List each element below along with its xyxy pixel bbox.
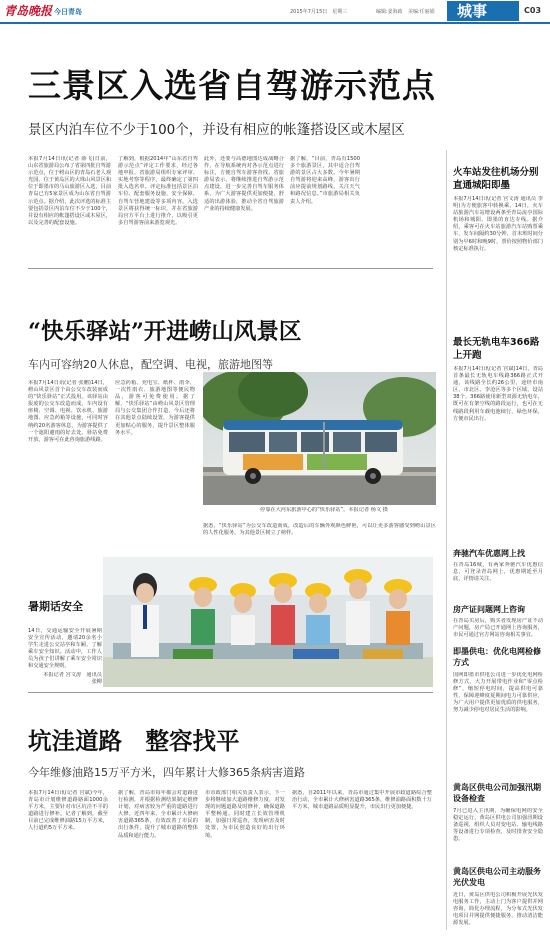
brief-1-text: 在青岛16城，有两家奔驰汽车优惠信息，可登录青岛网上，优惠期延至月底，详情请关注。 xyxy=(453,562,543,583)
brief-4-text: 7月已进入主汛期，为确保电网的安全稳定运行，黄岛区供电公司加强汛期设备巡视，组织人员对变电站、输电线路等设备进行专项检查，及时排查安全隐患。 xyxy=(453,808,543,843)
article2-col2: 应急药箱、充电宝、纸杯、雨伞、一次性雨衣、旅游地图等便民物品，游客可免费使用。据了解，“快乐驿站”由崂山风景区管理局与公交集团合作打造，今后还将在其他景点陆续设置，为游客提供更加贴心的服务，提升景区整体服务水平。 xyxy=(115,380,195,436)
sidebar1-headline: 火车站发往机场分别直通城阳即墨 xyxy=(453,167,539,191)
article1-col2: 了解到，根据2014年“山东省自驾游示范点”评定工作要求，经过各地申报、省旅游局组织专家评审、实地考察等程序，最终确定了第四批入选名单。评定标准包括景区泊车位、配套服务设施、安全保障、自驾车营地建设等多项内容。入选景区将获得统一标识，并在省旅游局官方平台上进行推介，以吸引更多自驾游客前来游览观光。 xyxy=(118,156,198,226)
article2-col1: 本报7月14日讯(记者 张鹏)14日，崂山风景区首个由公交车改装而成的“快乐驿站”正式投用。该驿站由报废的公交车改造而成，车内设有座椅、空调、电视、饮水机、旅游地图、应急药箱等设施，可同时容纳约20名游客休息，为游客提供了一个遮阳避雨的好去处。驿站免费开放，游客可在此咨询旅游线路。 xyxy=(28,380,108,443)
bus-photo xyxy=(203,372,436,505)
brief-1-title: 奔驰汽车优惠网上找 xyxy=(453,549,525,558)
article2-subheadline: 车内可容纳20人休息，配空调、电视，旅游地图等 xyxy=(28,358,273,371)
brief-2-title: 房产证问题网上咨询 xyxy=(453,605,525,614)
category-label: 城事 xyxy=(457,2,488,20)
bus-photo-caption: 停靠在大河东旅游中心的“快乐驿站”。本报记者 杨文 摄 xyxy=(260,507,388,513)
article3-col4: 据悉，自2011年以来，青岛市通过集中开展市政道路综合整治行动，全市累计大修病害道路365条，维修油路面积数十万平方米，城市道路品质明显提升，市民出行更加便捷。 xyxy=(292,790,432,811)
newspaper-logo: 青岛晚报 xyxy=(4,4,53,18)
kids-illustration xyxy=(103,557,433,687)
kids-photo xyxy=(103,557,433,687)
bus-illustration xyxy=(203,372,436,505)
article1-subheadline: 景区内泊车位不少于100个，并设有相应的帐篷搭设区或木屋区 xyxy=(28,122,405,138)
sidebar2-headline: 最长无轨电车366路上开跑 xyxy=(453,337,540,361)
brief-3-text: 国网即墨市供电公司进一步优化电网检修方式，大力开展带电作业和“零点检修”，缩短停电时间，提高供电可靠性，保障迎峰度夏期间电力可靠供应，为广大用户提供更加优质的供电服务，努力减少停电对居民生活的影响。 xyxy=(453,672,543,714)
article3-col3: 市市政部门相关负责人表示，下一步将继续加大道路维修力度，对发现的问题道路及时修补，确保道路平整畅通。同时建立长效管理机制，加强日常巡查，发现病害及时处置，为市民创造良好的出行环境。 xyxy=(205,790,285,839)
kids-caption-box xyxy=(28,600,102,688)
section-label: 今日青岛 xyxy=(54,8,82,16)
brief-4-title: 黄岛区供电公司加强汛期设备检查 xyxy=(453,783,541,803)
page-number: C03 xyxy=(524,6,542,15)
sidebar2-text: 本报7月14日讯(记者 宫斌)14日，青岛首条最长无轨电车线路366路正式开通，该线路全长约26公里，途经市南区、市北区、李沧区等多个区域，设站38个。366路使用新型双源无轨电车，既可在有架空线的路段运行，也可在无线路段利用车载电池续行，绿色环保，方便市民出行。 xyxy=(453,366,543,422)
brief-5-text: 近日，黄岛区供电公司积极开展光伏发电服务工作，主动上门为客户提供并网咨询，简化办理流程，为分布式光伏发电项目并网提供便捷服务，推动清洁能源发展。 xyxy=(453,892,543,927)
masthead-rule xyxy=(0,22,550,24)
kids-caption-credit: 本报记者 宫文涛 通讯员 张柳 xyxy=(43,672,102,686)
brief-2-text: 在青岛买房后，购买者发现房产证不动产问题，房产局已开通网上咨询服务，市民可通过官方网站咨询相关事宜。 xyxy=(453,618,543,639)
issue-date: 2015年7月15日 星期三 xyxy=(290,9,348,15)
article3-headline: 坑洼道路 整容找平 xyxy=(28,727,240,755)
article1-col1: 本报7月14日讯(记者 薛飞)日前，山东省旅游局公布了省第四批自驾游示范点，位于崂山区的青岛石老人观光园、位于黄岛区的大珠山风景区和位于即墨市的马山旅游区入选，目前青岛已有5家景区成为山东省自驾游示范点。据介绍，此次评选的标准主要包括景区内泊车位不少于100个，并设有相应的帐篷搭设区或木屋区，以及完善的配套设施。 xyxy=(28,156,111,226)
kids-caption-title: 暑期话安全 xyxy=(28,600,83,613)
sidebar-separator xyxy=(446,150,447,930)
brief-3-title: 即墨供电：优化电网检修方式 xyxy=(453,647,541,667)
sidebar1-text: 本报7月14日讯(记者 宫文涛 通讯员 李明)为方便旅客中转换乘，14日，火车站旅游汽车站增设两条至青岛流亭国际机场和城阳、即墨的直达专线。据介绍，乘客可在火车站旅游汽车站购票乘车，发车间隔约30分钟，首末班时间分别为早6时和晚9时，票价按照物价部门核定标准执行。 xyxy=(453,196,543,252)
article3-col2: 据了解，青岛市每年都会对道路进行检测，并根据检测结果制定维修计划，对病害较为严重的道路进行大修。近四年来，全市累计大修病害道路365条，有效改善了市民的出行条件，提升了城市道路的整体品质和通行能力。 xyxy=(118,790,198,839)
article2-col3: 据悉，“快乐驿站”为公交车改造而成，改造后的车辆外观颜色鲜艳，可以让更多游客感受到崂山景区的人性化服务，为其他景区树立了榜样。 xyxy=(203,523,436,537)
briefs-column xyxy=(453,548,543,933)
masthead xyxy=(0,0,550,22)
article3-subheadline: 今年维修油路15万平方米，四年累计大修365条病害道路 xyxy=(28,766,305,779)
article3-col1: 本报7月14日讯(记者 宫斌)今年，青岛市计划维修道路路面1000余平方米，主要针对市区坑洼不平的道路进行修补。记者了解到，截至目前已完成维修油路15万平方米，人行道约5万平方米。 xyxy=(28,790,108,832)
article2-headline: “快乐驿站”开进崂山风景区 xyxy=(28,319,302,345)
article1-col4: 据了解，“目前，青岛有1500多个旅游景区，其中适合自驾游的景区占大多数。今年暑期自驾游将迎来高峰，游客出行前应提前规划路线，关注天气和路况信息。”市旅游局相关负责人介绍。 xyxy=(290,156,360,205)
designer-credit: 美编:任丽娟 xyxy=(408,9,435,15)
article1-headline: 三景区入选省自驾游示范点 xyxy=(28,66,436,105)
divider-2 xyxy=(28,692,433,693)
brief-5-title: 黄岛区供电公司主动服务光伏发电 xyxy=(453,867,541,887)
kids-caption-text: 14日，交通运输安全开展暑期安全宣传活动，邀请20余名小学生走进公交站亭和车厢，了解乘车安全知识。活动中，工作人员为孩子们讲解了乘车安全常识和交通安全规则。 xyxy=(28,628,102,670)
divider-1 xyxy=(28,268,433,269)
article1-col3: 此外，还要与高德地图达成战略合作，在导航系统内对各示范点进行标注，方便自驾车游客查找。省旅游局表示，将继续推进自驾游示范点建设，进一步完善自驾车服务体系，为广大游客提供更加便捷、舒适的出游体验，推动全省自驾旅游产业的持续健康发展。 xyxy=(204,156,284,212)
category-tab xyxy=(447,1,519,21)
editor-credit: 编辑:姜海政 xyxy=(376,9,403,15)
